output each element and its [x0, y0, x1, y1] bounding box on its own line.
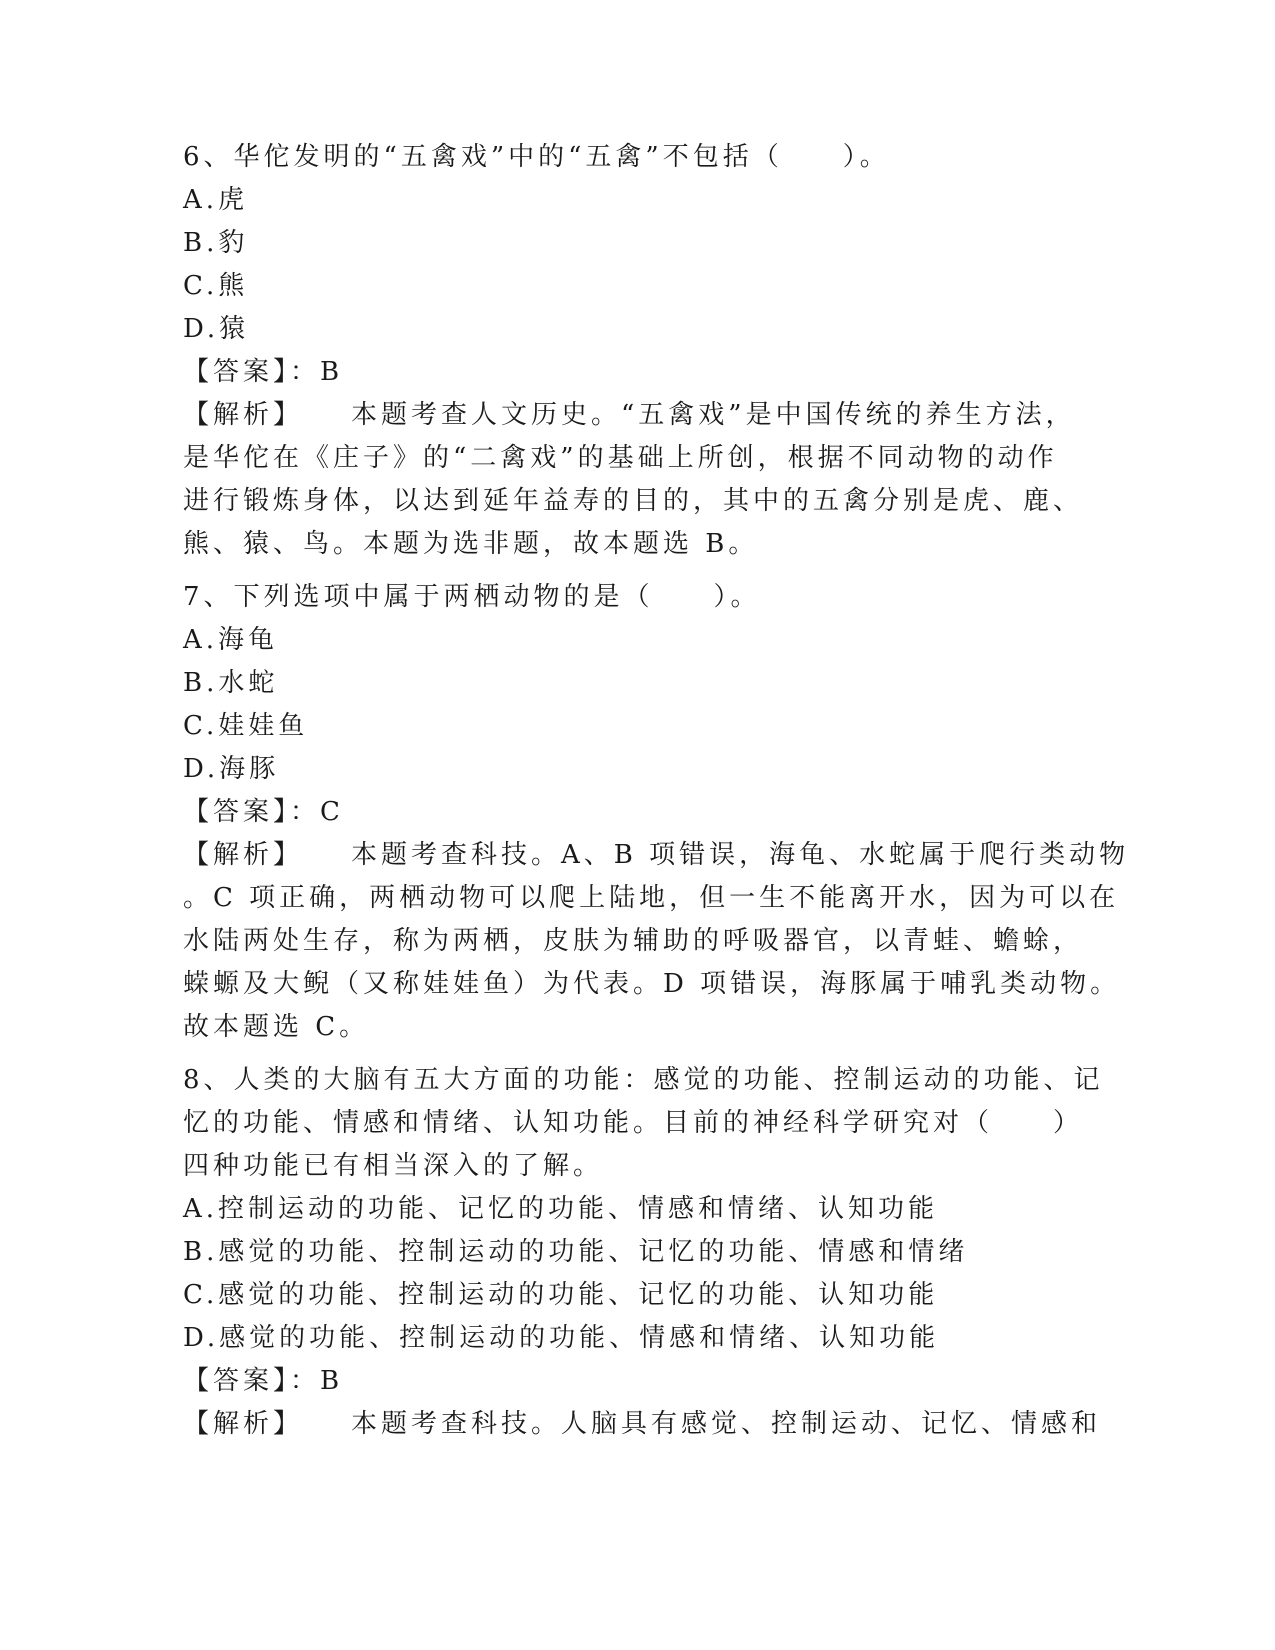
option-d: D.感觉的功能、控制运动的功能、情感和情绪、认知功能: [183, 1323, 940, 1353]
answer-value: B: [320, 357, 344, 387]
question-stem: 8、人类的大脑有五大方面的功能：感觉的功能、控制运动的功能、记: [183, 1065, 1104, 1095]
analysis-line: 熊、猿、鸟。本题为选非题，故本题选 B。: [183, 529, 759, 559]
answer-value: B: [320, 1366, 344, 1396]
analysis-text: 本题考查人文历史。“五禽戏”是中国传统的养生方法，: [351, 400, 1076, 430]
question-stem: 7、下列选项中属于两栖动物的是（ ）。: [183, 582, 761, 612]
analysis-label: 【解析】: [183, 840, 304, 870]
option-c: C.娃娃鱼: [183, 711, 309, 741]
analysis-line: 是华佗在《庄子》的“二禽戏”的基础上所创，根据不同动物的动作: [183, 443, 1058, 473]
analysis-line: [183, 834, 1130, 877]
question-6: [183, 136, 1084, 566]
option-d: D.猿: [183, 314, 250, 344]
answer-label: 【答案】：: [183, 1366, 321, 1396]
analysis-line: 蝾螈及大鲵（又称娃娃鱼）为代表。D 项错误，海豚属于哺乳类动物。: [183, 969, 1121, 999]
analysis-line: 。C 项正确，两栖动物可以爬上陆地，但一生不能离开水，因为可以在: [183, 883, 1120, 913]
option-c: C.熊: [183, 271, 249, 301]
analysis-text: 本题考查科技。A、B 项错误，海龟、水蛇属于爬行类动物: [351, 840, 1130, 870]
answer-label: 【答案】：: [183, 357, 321, 387]
option-b: B.感觉的功能、控制运动的功能、记忆的功能、情感和情绪: [183, 1237, 969, 1267]
analysis-label: 【解析】: [183, 400, 304, 430]
option-a: A.控制运动的功能、记忆的功能、情感和情绪、认知功能: [183, 1194, 939, 1224]
answer-label: 【答案】：: [183, 797, 321, 827]
option-b: B.水蛇: [183, 668, 279, 698]
option-a: A.虎: [183, 185, 249, 215]
question-7: [183, 576, 1130, 1049]
question-stem: 四种功能已有相当深入的了解。: [183, 1151, 604, 1181]
analysis-label: 【解析】: [183, 1409, 304, 1439]
option-a: A.海龟: [183, 625, 279, 655]
analysis-line: 水陆两处生存，称为两栖，皮肤为辅助的呼吸器官，以青蛙、蟾蜍，: [183, 926, 1084, 956]
answer-value: C: [320, 797, 344, 827]
option-c: C.感觉的功能、控制运动的功能、记忆的功能、认知功能: [183, 1280, 939, 1310]
analysis-line: [183, 394, 1076, 437]
analysis-line: 故本题选 C。: [183, 1012, 370, 1042]
option-d: D.海豚: [183, 754, 280, 784]
analysis-text: 本题考查科技。人脑具有感觉、控制运动、记忆、情感和: [351, 1409, 1102, 1439]
document-page: [183, 136, 1130, 1446]
question-8: [183, 1059, 1104, 1446]
answer-line: [183, 1360, 1063, 1403]
analysis-line: [183, 1403, 1102, 1446]
question-stem: 6、华佗发明的“五禽戏”中的“五禽”不包括（ ）。: [183, 142, 890, 172]
option-b: B.豹: [183, 228, 249, 258]
question-stem: 忆的功能、情感和情绪、认知功能。目前的神经科学研究对（ ）: [183, 1108, 1084, 1138]
answer-line: [183, 351, 1063, 394]
answer-line: [183, 791, 1063, 834]
analysis-line: 进行锻炼身体，以达到延年益寿的目的，其中的五禽分别是虎、鹿、: [183, 486, 1084, 516]
